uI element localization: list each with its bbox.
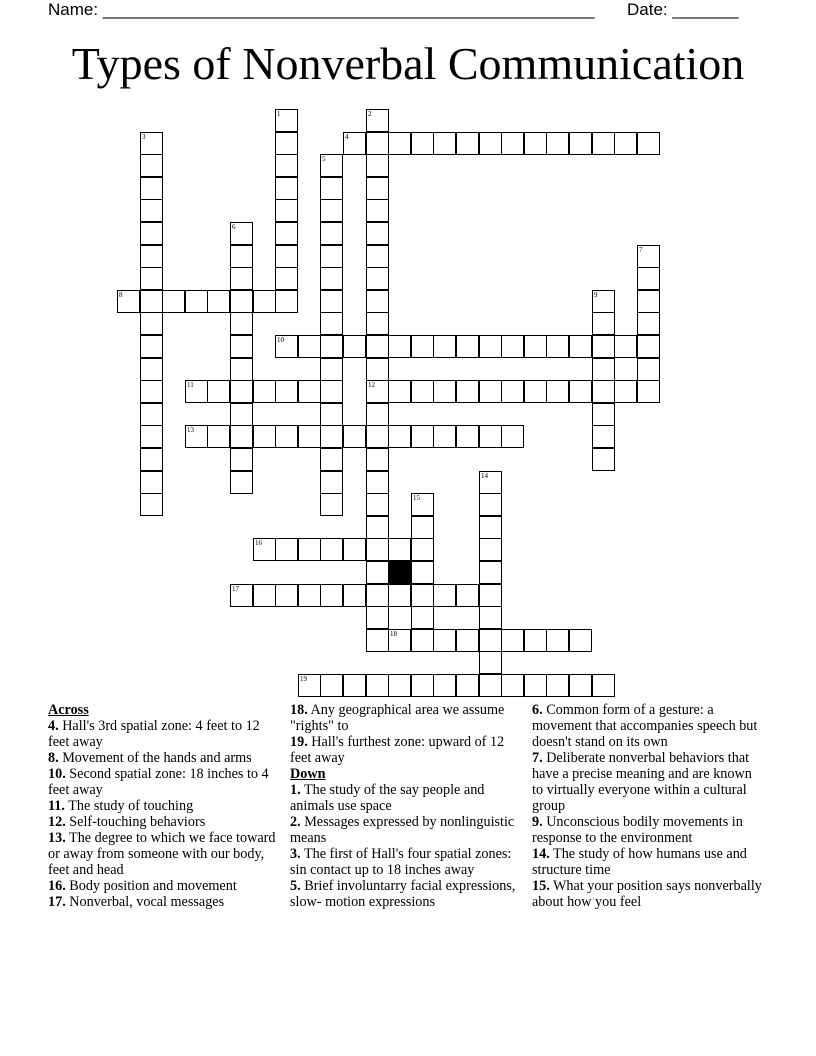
grid-cell[interactable] [592,674,615,697]
grid-cell[interactable] [637,312,660,335]
clue-down-5: 5. Brief involuntarry facial expressions, slow- motion expressions [290,878,516,910]
grid-cell[interactable] [479,629,502,652]
grid-cell[interactable] [411,380,434,403]
clue-number: 1 [277,110,281,118]
grid-cell[interactable] [366,584,389,607]
across-heading: Across [48,702,89,718]
grid-cell[interactable] [366,199,389,222]
grid-cell[interactable] [320,380,343,403]
grid-cell[interactable] [275,245,298,268]
grid-cell[interactable] [366,516,389,539]
grid-cell[interactable] [343,425,366,448]
grid-cell[interactable] [433,132,456,155]
grid-cell[interactable] [501,380,524,403]
grid-cell[interactable] [117,290,140,313]
clue-number: 6 [232,223,236,231]
grid-cell[interactable] [637,267,660,290]
clue-number: 15 [413,494,420,502]
clue-across-19: 19. Hall's furthest zone: upward of 12 feet away [290,734,505,766]
grid-cell[interactable] [343,335,366,358]
page-title: Types of Nonverbal Communication [71,38,745,89]
grid-cell[interactable] [546,380,569,403]
grid-cell[interactable] [140,132,163,155]
grid-cell[interactable] [140,380,163,403]
clue-number: 19 [300,675,307,683]
grid-cell[interactable] [501,425,524,448]
grid-cell[interactable] [298,335,321,358]
grid-cell[interactable] [411,584,434,607]
grid-cell[interactable] [320,177,343,200]
grid-cell[interactable] [230,358,253,381]
grid-cell[interactable] [366,335,389,358]
grid-cell[interactable] [433,380,456,403]
grid-cell[interactable] [298,538,321,561]
grid-cell[interactable] [230,290,253,313]
grid-cell[interactable] [546,335,569,358]
grid-cell[interactable] [275,154,298,177]
grid-cell[interactable] [479,335,502,358]
grid-cell[interactable] [366,606,389,629]
grid-cell[interactable] [140,448,163,471]
grid-cell[interactable] [433,674,456,697]
grid-cell[interactable] [230,584,253,607]
clue-down-3: 3. The first of Hall's four spatial zones: sin contact up to 18 inches away [290,846,512,878]
grid-cell[interactable] [298,674,321,697]
grid-cell[interactable] [253,538,276,561]
grid-cell[interactable] [501,674,524,697]
grid-cell[interactable] [479,561,502,584]
grid-cell[interactable] [320,222,343,245]
grid-cell[interactable] [320,335,343,358]
grid-cell[interactable] [343,674,366,697]
grid-cell[interactable] [592,290,615,313]
grid-cell[interactable] [433,629,456,652]
grid-cell[interactable] [320,674,343,697]
grid-cell[interactable] [298,584,321,607]
grid-cell[interactable] [388,335,411,358]
grid-cell[interactable] [388,132,411,155]
grid-cell[interactable] [207,425,230,448]
grid-cell[interactable] [411,132,434,155]
grid-cell[interactable] [366,380,389,403]
grid-cell[interactable] [456,380,479,403]
grid-cell[interactable] [366,290,389,313]
grid-cell[interactable] [456,674,479,697]
grid-cell[interactable] [524,674,547,697]
grid-cell[interactable] [433,335,456,358]
grid-cell[interactable] [230,335,253,358]
grid-cell[interactable] [501,335,524,358]
clue-down-9: 9. Unconscious bodily movements in response to the environment [532,814,743,846]
grid-cell[interactable] [388,629,411,652]
grid-cell[interactable] [298,380,321,403]
grid-cell[interactable] [140,312,163,335]
clue-down-2: 2. Messages expressed by nonlinguistic means [290,814,515,846]
grid-cell[interactable] [230,222,253,245]
grid-cell[interactable] [569,132,592,155]
grid-cell[interactable] [320,425,343,448]
grid-cell[interactable] [569,629,592,652]
grid-cell[interactable] [411,538,434,561]
grid-cell[interactable] [411,606,434,629]
grid-cell[interactable] [275,425,298,448]
grid-cell[interactable] [411,335,434,358]
grid-cell[interactable] [320,584,343,607]
grid-cell[interactable] [479,493,502,516]
grid-cell[interactable] [479,538,502,561]
grid-cell[interactable] [366,493,389,516]
grid-cell[interactable] [253,380,276,403]
grid-cell[interactable] [366,312,389,335]
grid-cell[interactable] [366,471,389,494]
grid-cell[interactable] [411,516,434,539]
grid-cell[interactable] [366,561,389,584]
grid-cell[interactable] [253,290,276,313]
clue-number: 5 [322,155,326,163]
grid-cell[interactable] [320,493,343,516]
clue-across-13: 13. The degree to which we face toward or away from someone with our body, feet and head [48,830,276,878]
grid-cell[interactable] [275,380,298,403]
grid-cell[interactable] [366,222,389,245]
grid-cell[interactable] [388,538,411,561]
grid-cell[interactable] [524,380,547,403]
grid-cell[interactable] [546,629,569,652]
clue-across-16: 16. Body position and movement [48,878,237,894]
grid-cell[interactable] [411,425,434,448]
grid-cell[interactable] [320,448,343,471]
down-heading: Down [290,766,326,782]
grid-cell[interactable] [592,380,615,403]
date-field: Date: _______ [627,0,739,19]
grid-cell[interactable] [411,674,434,697]
grid-cell[interactable] [637,132,660,155]
grid-cell[interactable] [320,471,343,494]
grid-cell[interactable] [592,312,615,335]
grid-cell[interactable] [140,290,163,313]
grid-cell[interactable] [546,132,569,155]
grid-cell[interactable] [433,425,456,448]
grid-cell[interactable] [456,335,479,358]
grid-cell[interactable] [479,516,502,539]
clue-number: 10 [277,336,284,344]
grid-cell[interactable] [320,403,343,426]
clues-column-3 [532,702,762,910]
grid-cell[interactable] [366,403,389,426]
clue-across-10: 10. Second spatial zone: 18 inches to 4 feet away [48,766,269,798]
grid-cell[interactable] [614,380,637,403]
grid-cell[interactable] [569,380,592,403]
grid-cell[interactable] [207,290,230,313]
grid-cell[interactable] [320,199,343,222]
grid-cell[interactable] [253,584,276,607]
grid-cell[interactable] [230,267,253,290]
grid-cell[interactable] [614,132,637,155]
grid-cell[interactable] [637,358,660,381]
grid-cell[interactable] [275,290,298,313]
grid-cell[interactable] [140,471,163,494]
clue-number: 16 [255,539,262,547]
grid-cell[interactable] [275,132,298,155]
grid-cell[interactable] [501,629,524,652]
clue-number: 14 [481,472,488,480]
clue-number: 12 [368,381,375,389]
grid-cell[interactable] [366,245,389,268]
name-field: Name: ____________________________________________________ [48,0,595,19]
grid-cell[interactable] [275,177,298,200]
grid-cell[interactable] [456,629,479,652]
clue-across-18: 18. Any geographical area we assume "rights" to [290,702,505,734]
clue-number: 17 [232,585,239,593]
grid-cell[interactable] [479,584,502,607]
grid-cell[interactable] [366,177,389,200]
grid-cell[interactable] [388,584,411,607]
clue-down-14: 14. The study of how humans use and structure time [532,846,747,878]
grid-cell[interactable] [366,448,389,471]
grid-cell[interactable] [569,674,592,697]
grid-cell[interactable] [637,290,660,313]
grid-cell[interactable] [140,403,163,426]
clue-across-8: 8. Movement of the hands and arms [48,750,252,766]
grid-cell[interactable] [637,380,660,403]
grid-cell[interactable] [320,245,343,268]
grid-cell[interactable] [366,629,389,652]
grid-cell[interactable] [456,584,479,607]
grid-cell[interactable] [207,380,230,403]
grid-cell[interactable] [592,132,615,155]
grid-cell[interactable] [320,154,343,177]
grid-cell[interactable] [343,538,366,561]
grid-cell[interactable] [230,245,253,268]
grid-cell[interactable] [366,154,389,177]
clue-number: 3 [142,133,146,141]
grid-cell[interactable] [140,267,163,290]
clue-number: 2 [368,110,372,118]
grid-cell[interactable] [479,471,502,494]
clue-across-4: 4. Hall's 3rd spatial zone: 4 feet to 12 feet away [48,718,260,750]
grid-cell[interactable] [320,267,343,290]
grid-cell[interactable] [388,380,411,403]
grid-cell[interactable] [320,358,343,381]
grid-cell[interactable] [185,380,208,403]
grid-cell[interactable] [479,674,502,697]
grid-cell[interactable] [162,290,185,313]
grid-cell[interactable] [411,561,434,584]
clue-across-11: 11. The study of touching [48,798,194,814]
grid-cell[interactable] [140,177,163,200]
grid-cell[interactable] [230,471,253,494]
grid-cell[interactable] [479,132,502,155]
grid-cell[interactable] [614,335,637,358]
grid-cell[interactable] [479,380,502,403]
clues-column-1 [48,702,278,910]
grid-cell[interactable] [592,335,615,358]
grid-cell[interactable] [140,245,163,268]
grid-cell[interactable] [592,358,615,381]
grid-cell[interactable] [456,132,479,155]
clue-number: 9 [594,291,598,299]
grid-cell[interactable] [388,425,411,448]
grid-cell[interactable] [275,538,298,561]
grid-cell[interactable] [524,629,547,652]
grid-cell[interactable] [275,335,298,358]
grid-cell[interactable] [253,425,276,448]
grid-cell[interactable] [230,448,253,471]
grid-cell[interactable] [140,154,163,177]
grid-cell[interactable] [230,425,253,448]
grid-cell[interactable] [320,290,343,313]
grid-cell[interactable] [637,335,660,358]
grid-cell[interactable] [185,425,208,448]
grid-cell[interactable] [366,109,389,132]
grid-cell[interactable] [230,380,253,403]
grid-cell[interactable] [456,425,479,448]
grid-cell[interactable] [411,493,434,516]
grid-cell[interactable] [320,538,343,561]
grid-cell[interactable] [140,199,163,222]
grid-cell[interactable] [592,448,615,471]
grid-cell[interactable] [366,538,389,561]
clue-number: 18 [390,630,397,638]
grid-cell[interactable] [433,584,456,607]
grid-cell[interactable] [275,584,298,607]
grid-cell[interactable] [546,674,569,697]
grid-cell[interactable] [343,132,366,155]
grid-cell[interactable] [366,674,389,697]
grid-cell[interactable] [479,606,502,629]
clue-number: 4 [345,133,349,141]
clue-down-7: 7. Deliberate nonverbal behaviors that have a precise meaning and are known to virtually everyone within a cultural group [532,750,752,814]
clue-number: 7 [639,246,643,254]
grid-cell[interactable] [140,358,163,381]
grid-cell[interactable] [524,335,547,358]
grid-cell[interactable] [366,358,389,381]
grid-cell[interactable] [501,132,524,155]
grid-cell[interactable] [140,335,163,358]
clue-down-15: 15. What your position says nonverbally about how you feel [532,878,762,910]
clue-down-6: 6. Common form of a gesture: a movement that accompanies speech but doesn't stand on its own [532,702,758,750]
grid-cell[interactable] [230,403,253,426]
grid-cell[interactable] [140,222,163,245]
grid-cell[interactable] [298,425,321,448]
grid-cell[interactable] [320,312,343,335]
grid-cell[interactable] [275,199,298,222]
grid-cell[interactable] [366,425,389,448]
grid-cell[interactable] [275,109,298,132]
grid-black-cell [388,561,411,584]
grid-cell[interactable] [275,222,298,245]
clue-number: 13 [187,426,194,434]
clue-number: 8 [119,291,123,299]
grid-cell[interactable] [185,290,208,313]
grid-cell[interactable] [388,674,411,697]
grid-cell[interactable] [524,132,547,155]
grid-cell[interactable] [637,245,660,268]
grid-cell[interactable] [592,425,615,448]
clue-number: 11 [187,381,194,389]
grid-cell[interactable] [275,267,298,290]
grid-cell[interactable] [479,425,502,448]
clue-across-12: 12. Self-touching behaviors [48,814,206,830]
clues-column-2 [290,702,520,910]
grid-cell[interactable] [366,267,389,290]
grid-cell[interactable] [592,403,615,426]
grid-cell[interactable] [366,132,389,155]
clue-down-1: 1. The study of the say people and animals use space [290,782,485,814]
grid-cell[interactable] [140,425,163,448]
grid-cell[interactable] [569,335,592,358]
grid-cell[interactable] [479,651,502,674]
grid-cell[interactable] [140,493,163,516]
clue-across-17: 17. Nonverbal, vocal messages [48,894,225,910]
grid-cell[interactable] [411,629,434,652]
grid-cell[interactable] [230,312,253,335]
grid-cell[interactable] [343,584,366,607]
